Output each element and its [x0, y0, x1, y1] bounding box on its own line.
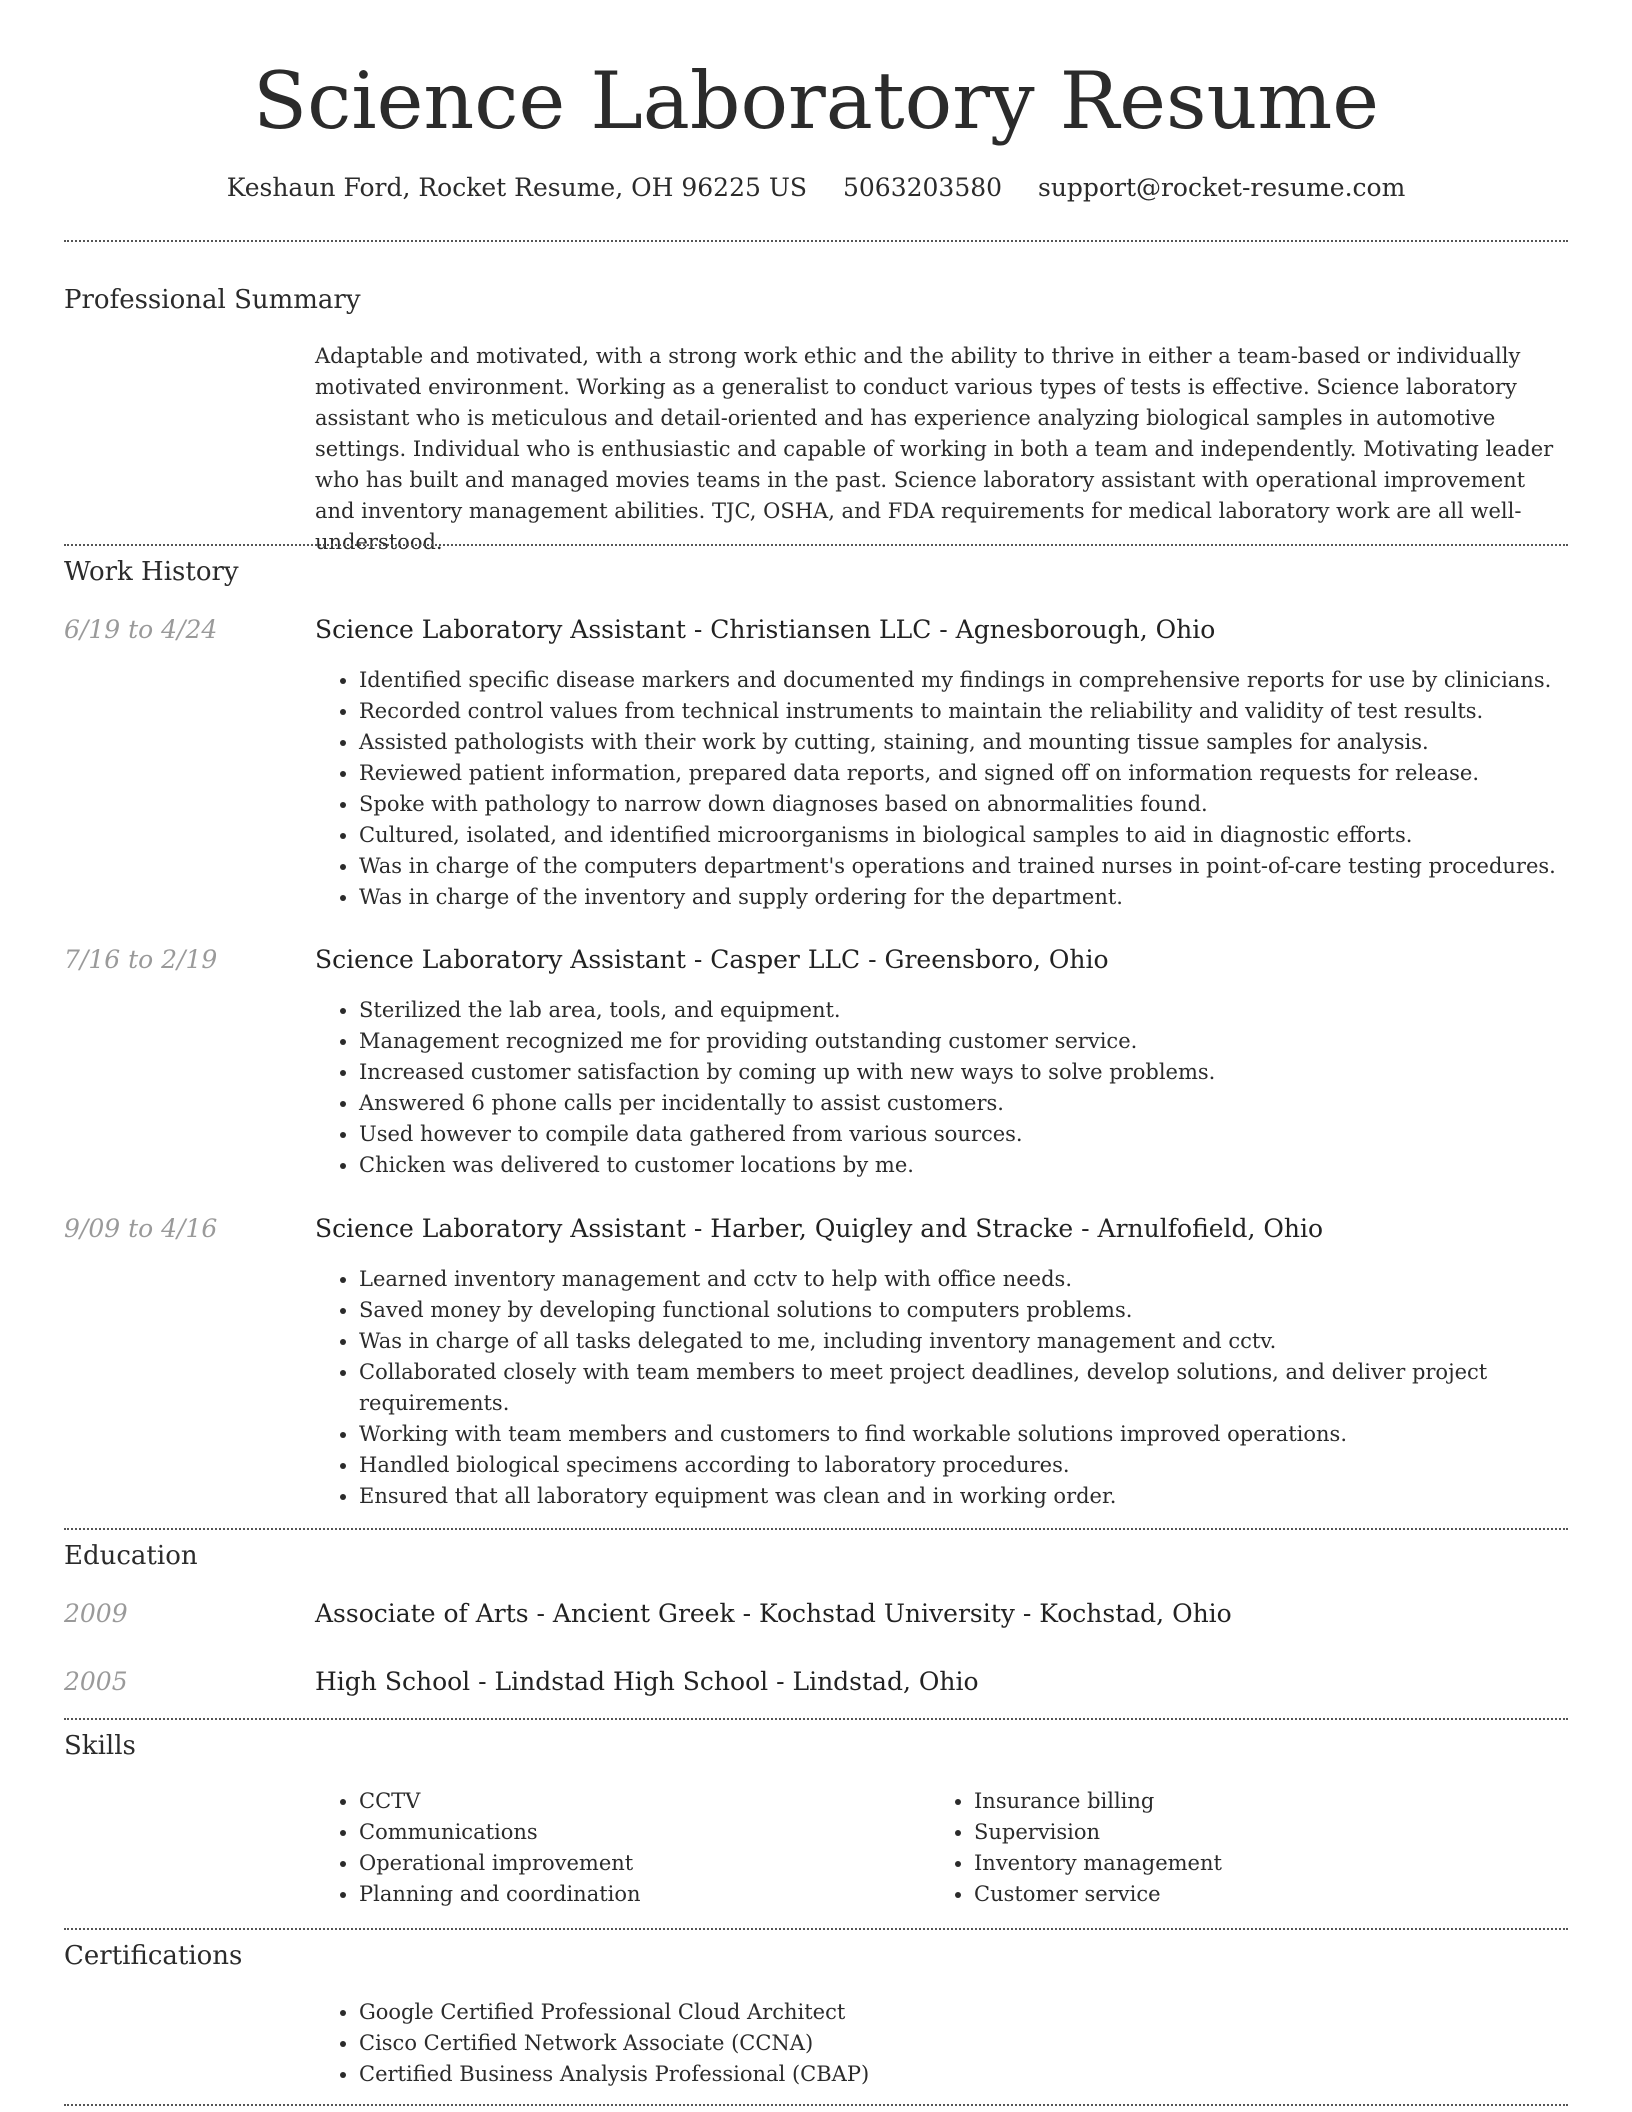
- resume-title: Science Laboratory Resume: [252, 55, 1380, 147]
- list-item: • Supervision: [974, 1817, 1222, 1848]
- work-history-heading: Work History: [64, 557, 239, 587]
- list-item: • Inventory management: [974, 1848, 1222, 1879]
- education-detail: High School - Lindstad High School - Lindstad, Ohio: [315, 1667, 979, 1696]
- list-item: • CCTV: [359, 1786, 641, 1817]
- summary-heading: Professional Summary: [64, 285, 361, 315]
- list-item: • Insurance billing: [974, 1786, 1222, 1817]
- contact-email: support@rocket-resume.com: [1038, 173, 1406, 202]
- list-item: • Ensured that all laboratory equipment was clean and in working order.: [359, 1481, 1559, 1512]
- skills-heading: Skills: [64, 1731, 136, 1761]
- list-item: • Communications: [359, 1817, 641, 1848]
- job-bullets: [315, 1264, 1559, 1512]
- contact-phone: 5063203580: [842, 173, 1003, 202]
- list-item: • Was in charge of the inventory and supply ordering for the department.: [359, 882, 1559, 913]
- list-item: • Working with team members and customers to find workable solutions improved operations.: [359, 1419, 1559, 1450]
- list-item: • Reviewed patient information, prepared data reports, and signed off on information requests for release.: [359, 758, 1559, 789]
- summary-text: Adaptable and motivated, with a strong work ethic and the ability to thrive in either a team-based or individually motivated environment. Working as a generalist to conduct various types of tests is effective. Science laboratory assistant who is meticulous and detail-oriented and has experience analyzing biological samples in automotive settings. Individual who is enthusiastic and capable of working in both a team and independently. Motivating leader who has built and managed movies teams in the past. Science laboratory assistant with operational improvement and inventory management abilities. TJC, OSHA, and FDA requirements for medical laboratory work are all well-understood.: [315, 344, 1554, 554]
- list-item: • Saved money by developing functional solutions to computers problems.: [359, 1295, 1559, 1326]
- certifications-list: [315, 1997, 1559, 2090]
- job-title: Science Laboratory Assistant - Casper LLC - Greensboro, Ohio: [315, 945, 1109, 974]
- list-item: • Customer service: [974, 1879, 1222, 1910]
- job-dates: 6/19 to 4/24: [64, 615, 218, 644]
- list-item: • Management recognized me for providing outstanding customer service.: [359, 1026, 1559, 1057]
- list-item: • Used however to compile data gathered from various sources.: [359, 1119, 1559, 1150]
- list-item: • Was in charge of the computers department's operations and trained nurses in point-of-care testing procedures.: [359, 851, 1559, 882]
- list-item: • Operational improvement: [359, 1848, 641, 1879]
- job-dates: 7/16 to 2/19: [64, 945, 218, 974]
- section-divider: [64, 544, 1568, 546]
- job-title: Science Laboratory Assistant - Christiansen LLC - Agnesborough, Ohio: [315, 615, 1216, 644]
- education-heading: Education: [64, 1541, 198, 1571]
- skills-list-right: [930, 1786, 1222, 1910]
- list-item: • Collaborated closely with team members to meet project deadlines, develop solutions, and deliver project requirements.: [359, 1357, 1559, 1419]
- job-title: Science Laboratory Assistant - Harber, Quigley and Stracke - Arnulfofield, Ohio: [315, 1214, 1324, 1243]
- education-detail: Associate of Arts - Ancient Greek - Kochstad University - Kochstad, Ohio: [315, 1599, 1232, 1628]
- contact-address: Keshaun Ford, Rocket Resume, OH 96225 US: [226, 173, 808, 202]
- contact-line: [0, 170, 1632, 206]
- list-item: • Increased customer satisfaction by coming up with new ways to solve problems.: [359, 1057, 1559, 1088]
- certifications-heading: Certifications: [64, 1941, 243, 1971]
- section-divider: [64, 2104, 1568, 2106]
- list-item: • Learned inventory management and cctv to help with office needs.: [359, 1264, 1559, 1295]
- section-divider: [64, 1718, 1568, 1720]
- list-item: • Chicken was delivered to customer locations by me.: [359, 1150, 1559, 1181]
- list-item: • Recorded control values from technical instruments to maintain the reliability and validity of test results.: [359, 696, 1559, 727]
- job-bullets: [315, 665, 1559, 913]
- section-divider: [64, 240, 1568, 242]
- education-year: 2009: [64, 1599, 128, 1628]
- list-item: • Answered 6 phone calls per incidentally to assist customers.: [359, 1088, 1559, 1119]
- list-item: • Planning and coordination: [359, 1879, 641, 1910]
- list-item: • Assisted pathologists with their work by cutting, staining, and mounting tissue samples for analysis.: [359, 727, 1559, 758]
- section-divider: [64, 1928, 1568, 1930]
- skills-list-left: [315, 1786, 641, 1910]
- list-item: • Handled biological specimens according to laboratory procedures.: [359, 1450, 1559, 1481]
- list-item: • Identified specific disease markers and documented my findings in comprehensive reports for use by clinicians.: [359, 665, 1559, 696]
- education-year: 2005: [64, 1667, 128, 1696]
- job-bullets: [315, 995, 1559, 1181]
- list-item: • Sterilized the lab area, tools, and equipment.: [359, 995, 1559, 1026]
- list-item: • Was in charge of all tasks delegated to me, including inventory management and cctv.: [359, 1326, 1559, 1357]
- list-item: • Cultured, isolated, and identified microorganisms in biological samples to aid in diagnostic efforts.: [359, 820, 1559, 851]
- job-dates: 9/09 to 4/16: [64, 1214, 218, 1243]
- section-divider: [64, 1528, 1568, 1530]
- list-item: • Google Certified Professional Cloud Architect: [359, 1997, 1559, 2028]
- list-item: • Spoke with pathology to narrow down diagnoses based on abnormalities found.: [359, 789, 1559, 820]
- list-item: • Certified Business Analysis Professional (CBAP): [359, 2059, 1559, 2090]
- list-item: • Cisco Certified Network Associate (CCNA): [359, 2028, 1559, 2059]
